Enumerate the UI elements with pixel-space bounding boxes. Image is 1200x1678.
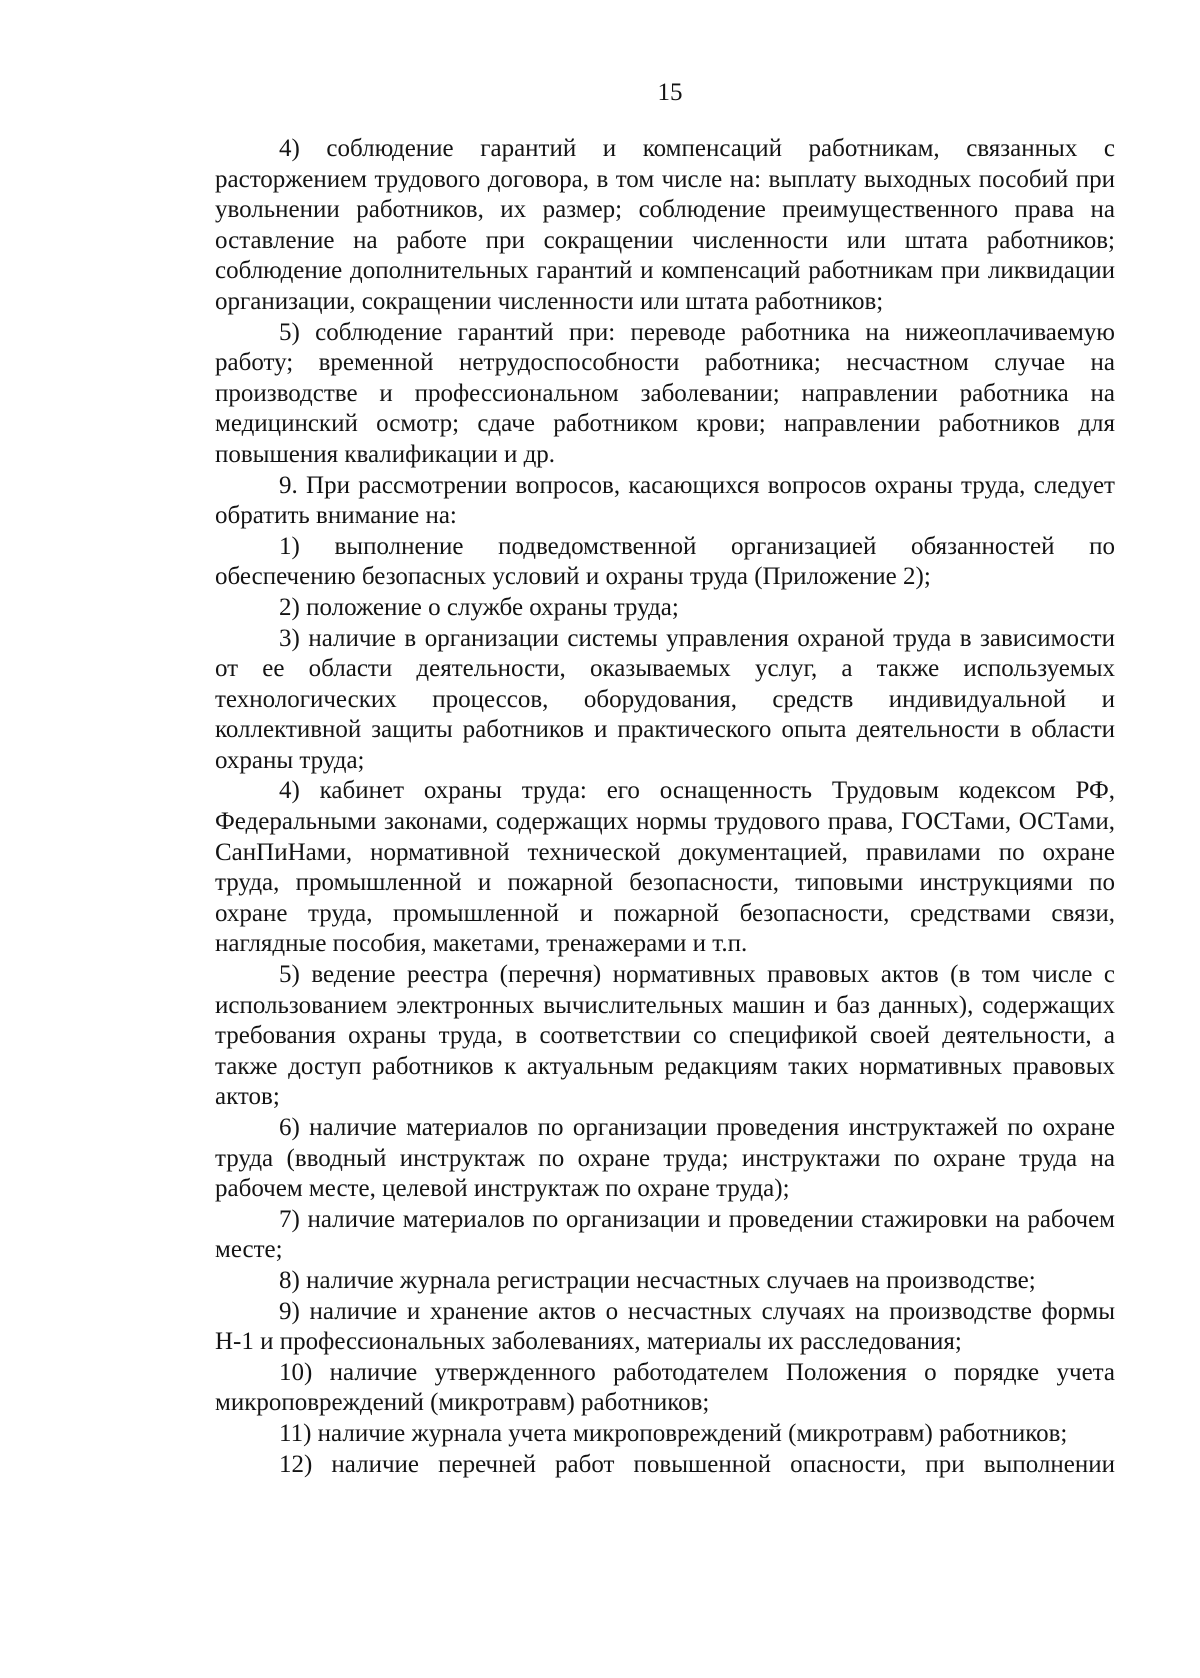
paragraph-item-8-accident-journal: 8) наличие журнала регистрации несчастных случаев на производстве;: [279, 1266, 1036, 1294]
paragraph-section-9-labor-protection: 9. При рассмотрении вопросов, касающихся вопросов охраны труда, следует обратить внимание на:: [215, 471, 1115, 530]
paragraph-item-12-hazardous-work: 12) наличие перечней работ повышенной опасности, при выполнении: [279, 1450, 1115, 1478]
paragraph-item-2-service-regulation: 2) положение о службе охраны труда;: [279, 593, 679, 621]
paragraph-item-9-accident-acts: 9) наличие и хранение актов о несчастных случаях на производстве формы Н-1 и профессиональных заболеваниях, материалы их расследования;: [215, 1297, 1115, 1356]
paragraph-item-7-internship: 7) наличие материалов по организации и проведении стажировки на рабочем месте;: [215, 1205, 1115, 1264]
paragraph-item-5-guarantees: 5) соблюдение гарантий при: переводе работника на нижеоплачиваемую работу; временной нетрудоспособности работника; несчастном случае на производстве и профессиональном заболевании; направлении работника на медицинский осмотр; сдаче работником крови; направлении работников для повышения квалификации и др.: [215, 318, 1115, 468]
paragraph-item-4-guarantees-termination: 4) соблюдение гарантий и компенсаций работникам, связанных с расторжением трудового договора, в том числе на: выплату выходных пособий при увольнении работников, их размер; соблюдение преимущественного права на оставление на работе при сокращении численности или штата работников; соблюдение дополнительных гарантий и компенсаций работникам при ликвидации организации, сокращении численности или штата работников;: [215, 135, 1115, 315]
document-body: [215, 134, 1115, 1480]
paragraph-item-3-management-system: 3) наличие в организации системы управления охраной труда в зависимости от ее области деятельности, оказываемых услуг, а также используемых технологических процессов, оборудования, средств индивидуальной и коллективной защиты работников и практического опыта деятельности в области охраны труда;: [215, 624, 1115, 774]
paragraph-item-6-briefings: 6) наличие материалов по организации проведения инструктажей по охране труда (вводный инструктаж по охране труда; инструктажи по охране труда на рабочем месте, целевой инструктаж по охране труда);: [215, 1114, 1115, 1203]
paragraph-item-1-obligations: 1) выполнение подведомственной организацией обязанностей по обеспечению безопасных условий и охраны труда (Приложение 2);: [215, 532, 1115, 591]
paragraph-item-11-microtrauma-journal: 11) наличие журнала учета микроповреждений (микротравм) работников;: [279, 1419, 1068, 1447]
paragraph-item-10-microtrauma-regulation: 10) наличие утвержденного работодателем Положения о порядке учета микроповреждений (микротравм) работников;: [215, 1358, 1115, 1417]
page-number: 15: [657, 79, 683, 106]
paragraph-item-4-safety-office: 4) кабинет охраны труда: его оснащенность Трудовым кодексом РФ, Федеральными законами, содержащих нормы трудового права, ГОСТами, ОСТами, СанПиНами, нормативной технической документацией, правилами по охране труда, промышленной и пожарной безопасности, типовыми инструкциями по охране труда, промышленной и пожарной безопасности, средствами связи, наглядные пособия, макетами, тренажерами и т.п.: [215, 777, 1115, 958]
paragraph-item-5-registry: 5) ведение реестра (перечня) нормативных правовых актов (в том числе с использованием электронных вычислительных машин и баз данных), содержащих требования охраны труда, в соответствии со спецификой своей деятельности, а также доступ работников к актуальным редакциям таких нормативных правовых актов;: [215, 961, 1115, 1111]
